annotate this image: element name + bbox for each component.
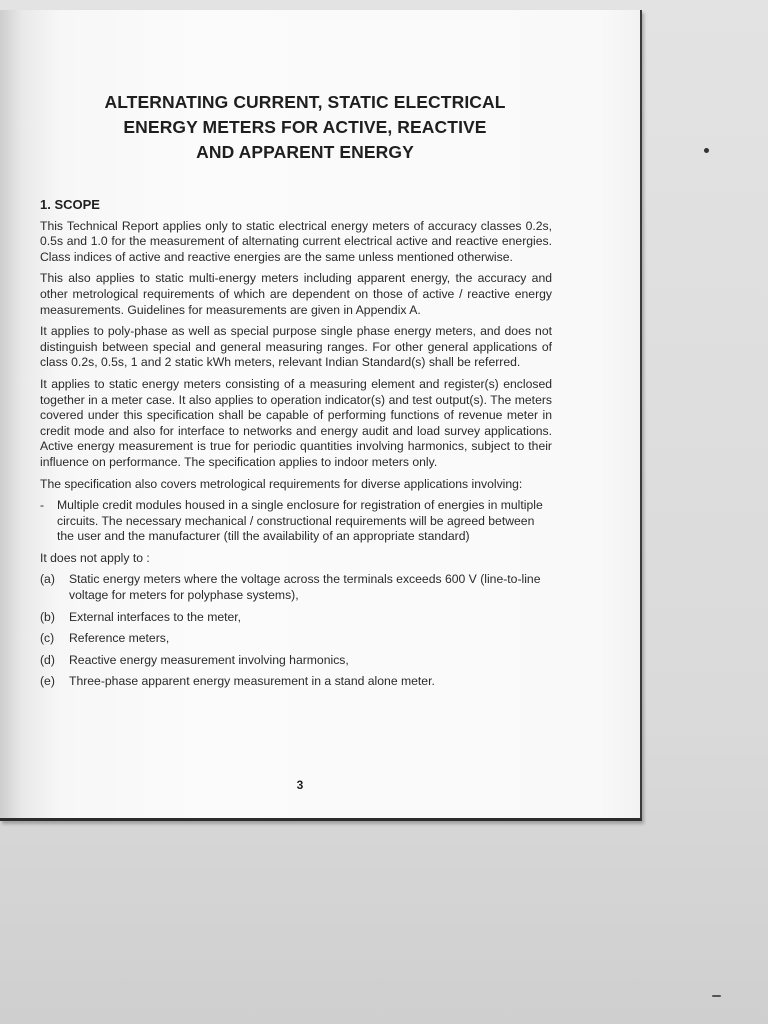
paragraph-scope-4: It applies to static energy meters consisting of a measuring element and register(s) enclosed together in a meter case. It also applies to operation indicator(s) and test output(s). The meters covered under this specification shall be capable of performing functions of revenue meter in credit mode and also for interface to networks and energy audit and load survey applications. Active energy measurement is true for periodic quantities involving harmonics, subject to their influence on performance. The specification applies to indoor meters only. xyxy=(40,376,552,469)
document-title xyxy=(40,90,570,165)
exclusion-intro: It does not apply to : xyxy=(40,550,150,565)
dust-speck xyxy=(704,148,709,153)
exclusion-item-e xyxy=(40,674,552,690)
list-marker: (b) xyxy=(40,609,55,624)
list-marker: (a) xyxy=(40,572,55,587)
exclusion-item-d xyxy=(40,653,552,669)
paragraph-scope-5: The specification also covers metrological requirements for diverse applications involving: xyxy=(40,476,523,491)
paragraph-scope-3: It applies to poly-phase as well as special purpose single phase energy meters, and does not distinguish between special and general measuring ranges. For other general applications of class 0.2s, 0.5s, 1 and 2 static kWh meters, relevant Indian Standard(s) shall be referred. xyxy=(40,324,552,370)
list-text: Three-phase apparent energy measurement in a stand alone meter. xyxy=(69,674,435,689)
list-text: External interfaces to the meter, xyxy=(69,609,242,624)
section-heading: 1. SCOPE xyxy=(40,197,100,212)
paragraph-scope-1: This Technical Report applies only to static electrical energy meters of accuracy classes 0.2s, 0.5s and 1.0 for the measurement of alternating current electrical active and reactive energies. Class indices of active and reactive energies are the same unless mentioned otherwise. xyxy=(40,218,552,264)
bullet-text: Multiple credit modules housed in a single enclosure for registration of energies in multiple circuits. The necessary mechanical / constructional requirements will be agreed between the user and the manufacturer (till the availability of an appropriate standard) xyxy=(57,498,543,544)
document-page xyxy=(0,10,642,821)
bullet-item xyxy=(40,498,552,545)
paragraph-scope-2: This also applies to static multi-energy meters including apparent energy, the accuracy and other metrological requirements of which are dependent on those of active / reactive energy measurements. Guidelines for measurements are given in Appendix A. xyxy=(40,271,552,317)
bullet-mark: - xyxy=(40,498,45,513)
title-line-1: ALTERNATING CURRENT, STATIC ELECTRICAL xyxy=(104,92,506,112)
list-text: Static energy meters where the voltage across the terminals exceeds 600 V (line-to-line voltage for meters for polyphase systems), xyxy=(69,572,541,603)
dust-speck xyxy=(712,995,721,997)
title-line-3: AND APPARENT ENERGY xyxy=(196,142,414,162)
list-marker: (c) xyxy=(40,631,55,646)
exclusion-item-c xyxy=(40,631,552,647)
list-marker: (d) xyxy=(40,652,55,667)
list-text: Reference meters, xyxy=(69,631,170,646)
exclusion-item-a xyxy=(40,572,552,603)
exclusion-item-b xyxy=(40,610,552,626)
document-body xyxy=(40,197,552,696)
page-number: 3 xyxy=(296,778,304,792)
title-line-2: ENERGY METERS FOR ACTIVE, REACTIVE xyxy=(123,117,487,137)
list-text: Reactive energy measurement involving harmonics, xyxy=(69,652,349,667)
list-marker: (e) xyxy=(40,674,55,689)
